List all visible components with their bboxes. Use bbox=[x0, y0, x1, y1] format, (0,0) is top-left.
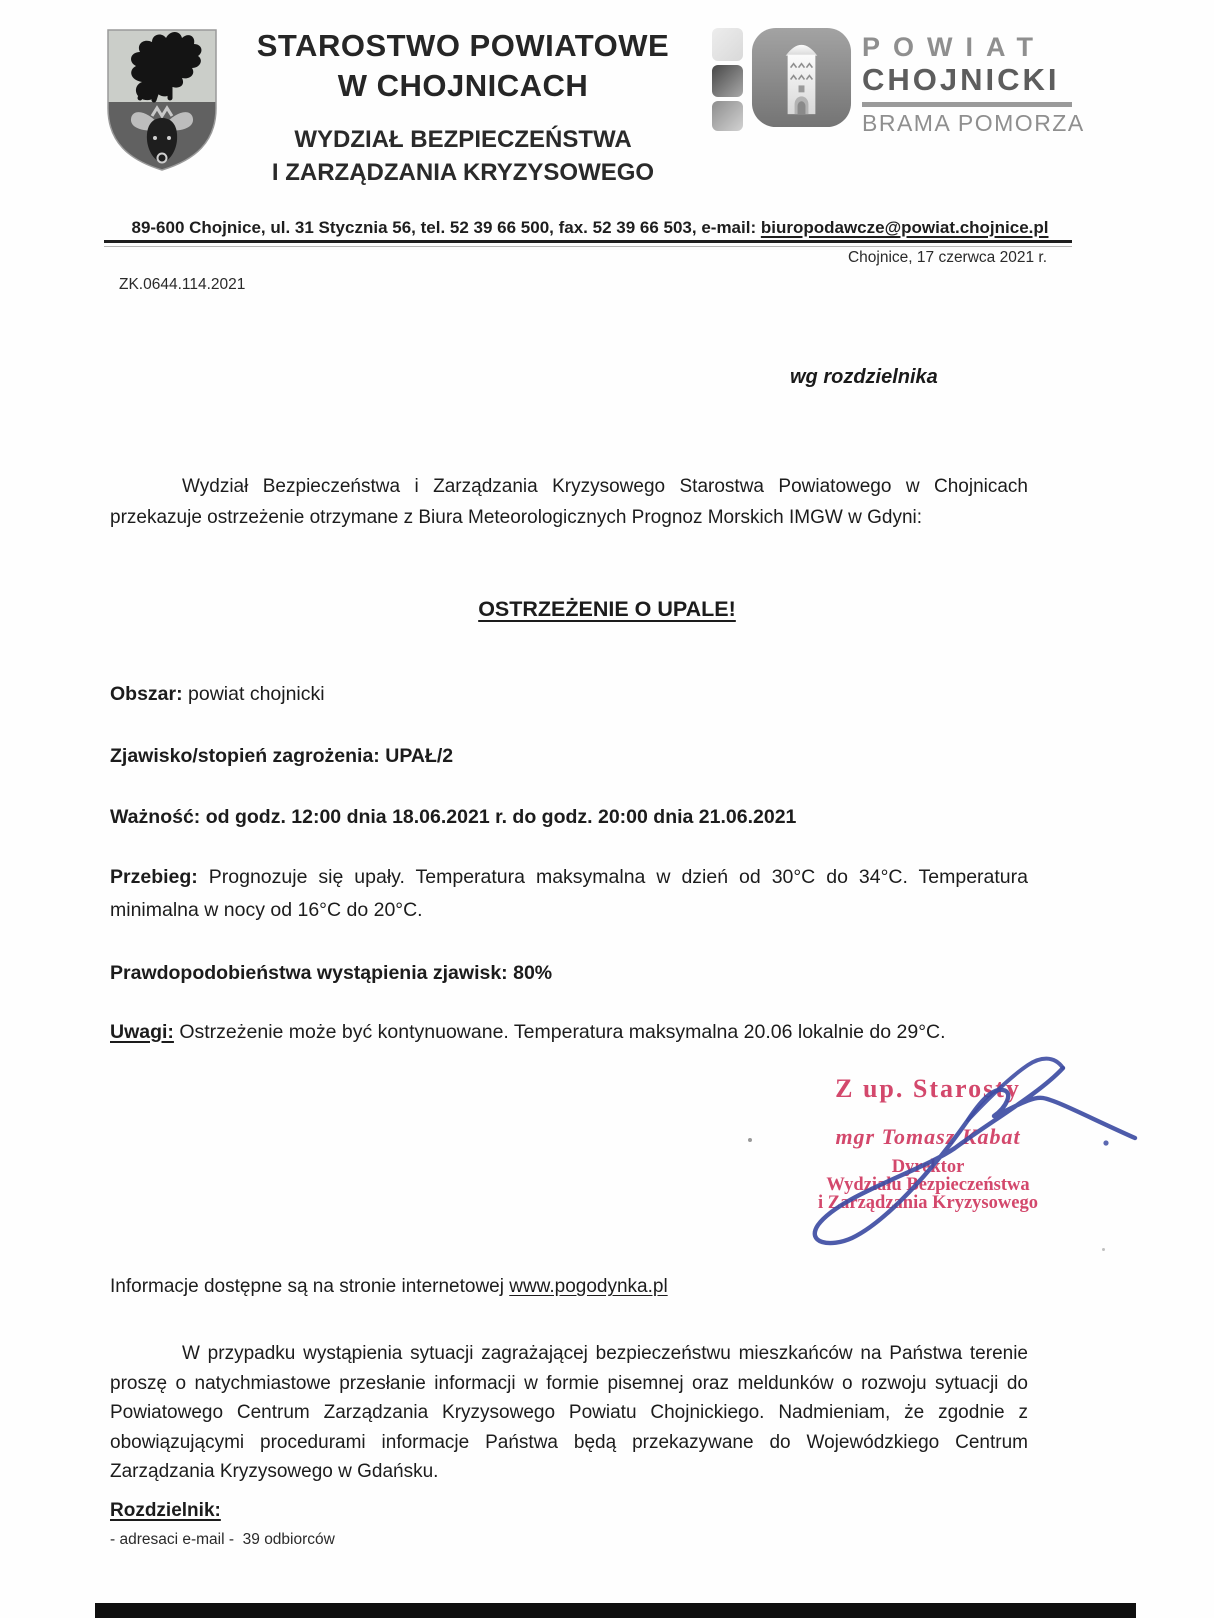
warning-title: OSTRZEŻENIE O UPALE! bbox=[478, 597, 736, 621]
logo-square-bottom bbox=[712, 101, 743, 131]
distribution-block bbox=[110, 1500, 335, 1549]
stamp-authorization: Z up. Starosty bbox=[835, 1074, 1021, 1103]
logo-title: POWIAT bbox=[862, 32, 1046, 62]
stamp-department-line1: Wydziału Bezpieczeństwa bbox=[826, 1175, 1030, 1195]
intro-paragraph: Wydział Bezpieczeństwa i Zarządzania Kryzysowego Starostwa Powiatowego w Chojnicach przekazuje ostrzeżenie otrzymane z Biura Meteorologicznych Prognoz Morskich IMGW w Gdyni: bbox=[110, 476, 1028, 528]
place-and-date: Chojnice, 17 czerwca 2021 r. bbox=[847, 249, 1047, 266]
office-name-line2: W CHOJNICACH bbox=[337, 68, 589, 103]
stamp-position: Dyrektor bbox=[891, 1157, 965, 1177]
field-remarks-label: Uwagi: bbox=[110, 1020, 174, 1043]
logo-squares-icon bbox=[712, 28, 743, 131]
pogodynka-link[interactable]: www.pogodynka.pl bbox=[509, 1276, 668, 1297]
logo-square-top bbox=[712, 28, 743, 61]
field-probability-label: Prawdopodobieństwa wystąpienia zjawisk: bbox=[110, 961, 508, 984]
header-rule bbox=[104, 240, 1072, 243]
field-remarks-value: Ostrzeżenie może być kontynuowane. Temperatura maksymalna 20.06 lokalnie do 29°C. bbox=[179, 1020, 946, 1043]
field-phenomenon bbox=[110, 740, 1028, 773]
logo-text-block bbox=[862, 26, 1085, 137]
signature-ink bbox=[770, 1015, 1170, 1265]
department-title-block bbox=[232, 123, 694, 189]
logo-divider bbox=[862, 102, 1072, 107]
coat-of-arms-icon bbox=[100, 24, 224, 174]
stamp-department-line2: i Zarządzania Kryzysowego bbox=[818, 1193, 1038, 1213]
stamp-signer-name: mgr Tomasz Kabat bbox=[835, 1124, 1021, 1149]
closing-paragraph: W przypadku wystąpienia sytuacji zagrażającej bezpieczeństwu mieszkańców na Państwa terenie proszę o natychmiastowe przesłanie informacji w formie pisemnej oraz meldunków o rozwoju sytuacji do Powiatowego Centrum Zarządzania Kryzysowego Powiatu Chojnickiego. Nadmieniam, że zgodnie z obowiązującymi procedurami informacje Państwa będą przekazywane do Wojewódzkiego Centrum Zarządzania Kryzysowego w Gdańsku. bbox=[110, 1343, 1028, 1482]
logo-square-middle bbox=[712, 65, 743, 97]
field-probability bbox=[110, 957, 1028, 990]
case-number: ZK.0644.114.2021 bbox=[119, 276, 246, 293]
info-line bbox=[110, 1276, 668, 1298]
info-prefix: Informacje dostępne są na stronie internetowej bbox=[110, 1276, 510, 1297]
field-validity bbox=[110, 801, 1028, 834]
scan-speck bbox=[1102, 1248, 1105, 1251]
tower-emblem-icon bbox=[750, 26, 853, 129]
addressee-note: wg rozdzielnika bbox=[790, 366, 938, 388]
office-title-block bbox=[232, 26, 694, 189]
field-area bbox=[110, 678, 1028, 711]
field-phenomenon-label: Zjawisko/stopień zagrożenia: bbox=[110, 744, 380, 767]
field-course-value: Prognozuje się upały. Temperatura maksymalna w dzień od 30°C do 34°C. Temperatura minimalna w nocy od 16°C do 20°C. bbox=[110, 865, 1028, 921]
contact-line bbox=[0, 218, 1180, 238]
field-validity-label: Ważność: bbox=[110, 805, 201, 828]
logo-subtitle: CHOJNICKI bbox=[862, 62, 1060, 97]
scan-edge-artifact bbox=[95, 1603, 1136, 1618]
header-rule-shadow bbox=[104, 246, 1072, 247]
field-probability-value: 80% bbox=[513, 961, 553, 984]
department-line1: WYDZIAŁ BEZPIECZEŃSTWA bbox=[294, 126, 632, 153]
county-logo bbox=[712, 26, 1085, 137]
field-area-label: Obszar: bbox=[110, 682, 183, 705]
distribution-label: Rozdzielnik: bbox=[110, 1500, 221, 1521]
field-course-label: Przebieg: bbox=[110, 865, 198, 888]
department-line2: I ZARZĄDZANIA KRYZYSOWEGO bbox=[271, 159, 655, 186]
field-validity-value: od godz. 12:00 dnia 18.06.2021 r. do godz. 20:00 dnia 21.06.2021 bbox=[205, 805, 797, 828]
distribution-items: - adresaci e-mail - 39 odbiorców bbox=[110, 1531, 335, 1548]
field-course bbox=[110, 861, 1028, 927]
scan-speck bbox=[748, 1138, 752, 1142]
contact-email-link[interactable]: biuropodawcze@powiat.chojnice.pl bbox=[760, 218, 1049, 237]
field-phenomenon-value: UPAŁ/2 bbox=[385, 744, 454, 767]
office-name-line1: STAROSTWO POWIATOWE bbox=[256, 28, 670, 63]
field-area-value: powiat chojnicki bbox=[188, 682, 325, 705]
logo-tagline: BRAMA POMORZA bbox=[862, 110, 1085, 136]
contact-prefix: 89-600 Chojnice, ul. 31 Stycznia 56, tel. 52 39 66 500, fax. 52 39 66 503, e-mail: bbox=[131, 218, 761, 237]
